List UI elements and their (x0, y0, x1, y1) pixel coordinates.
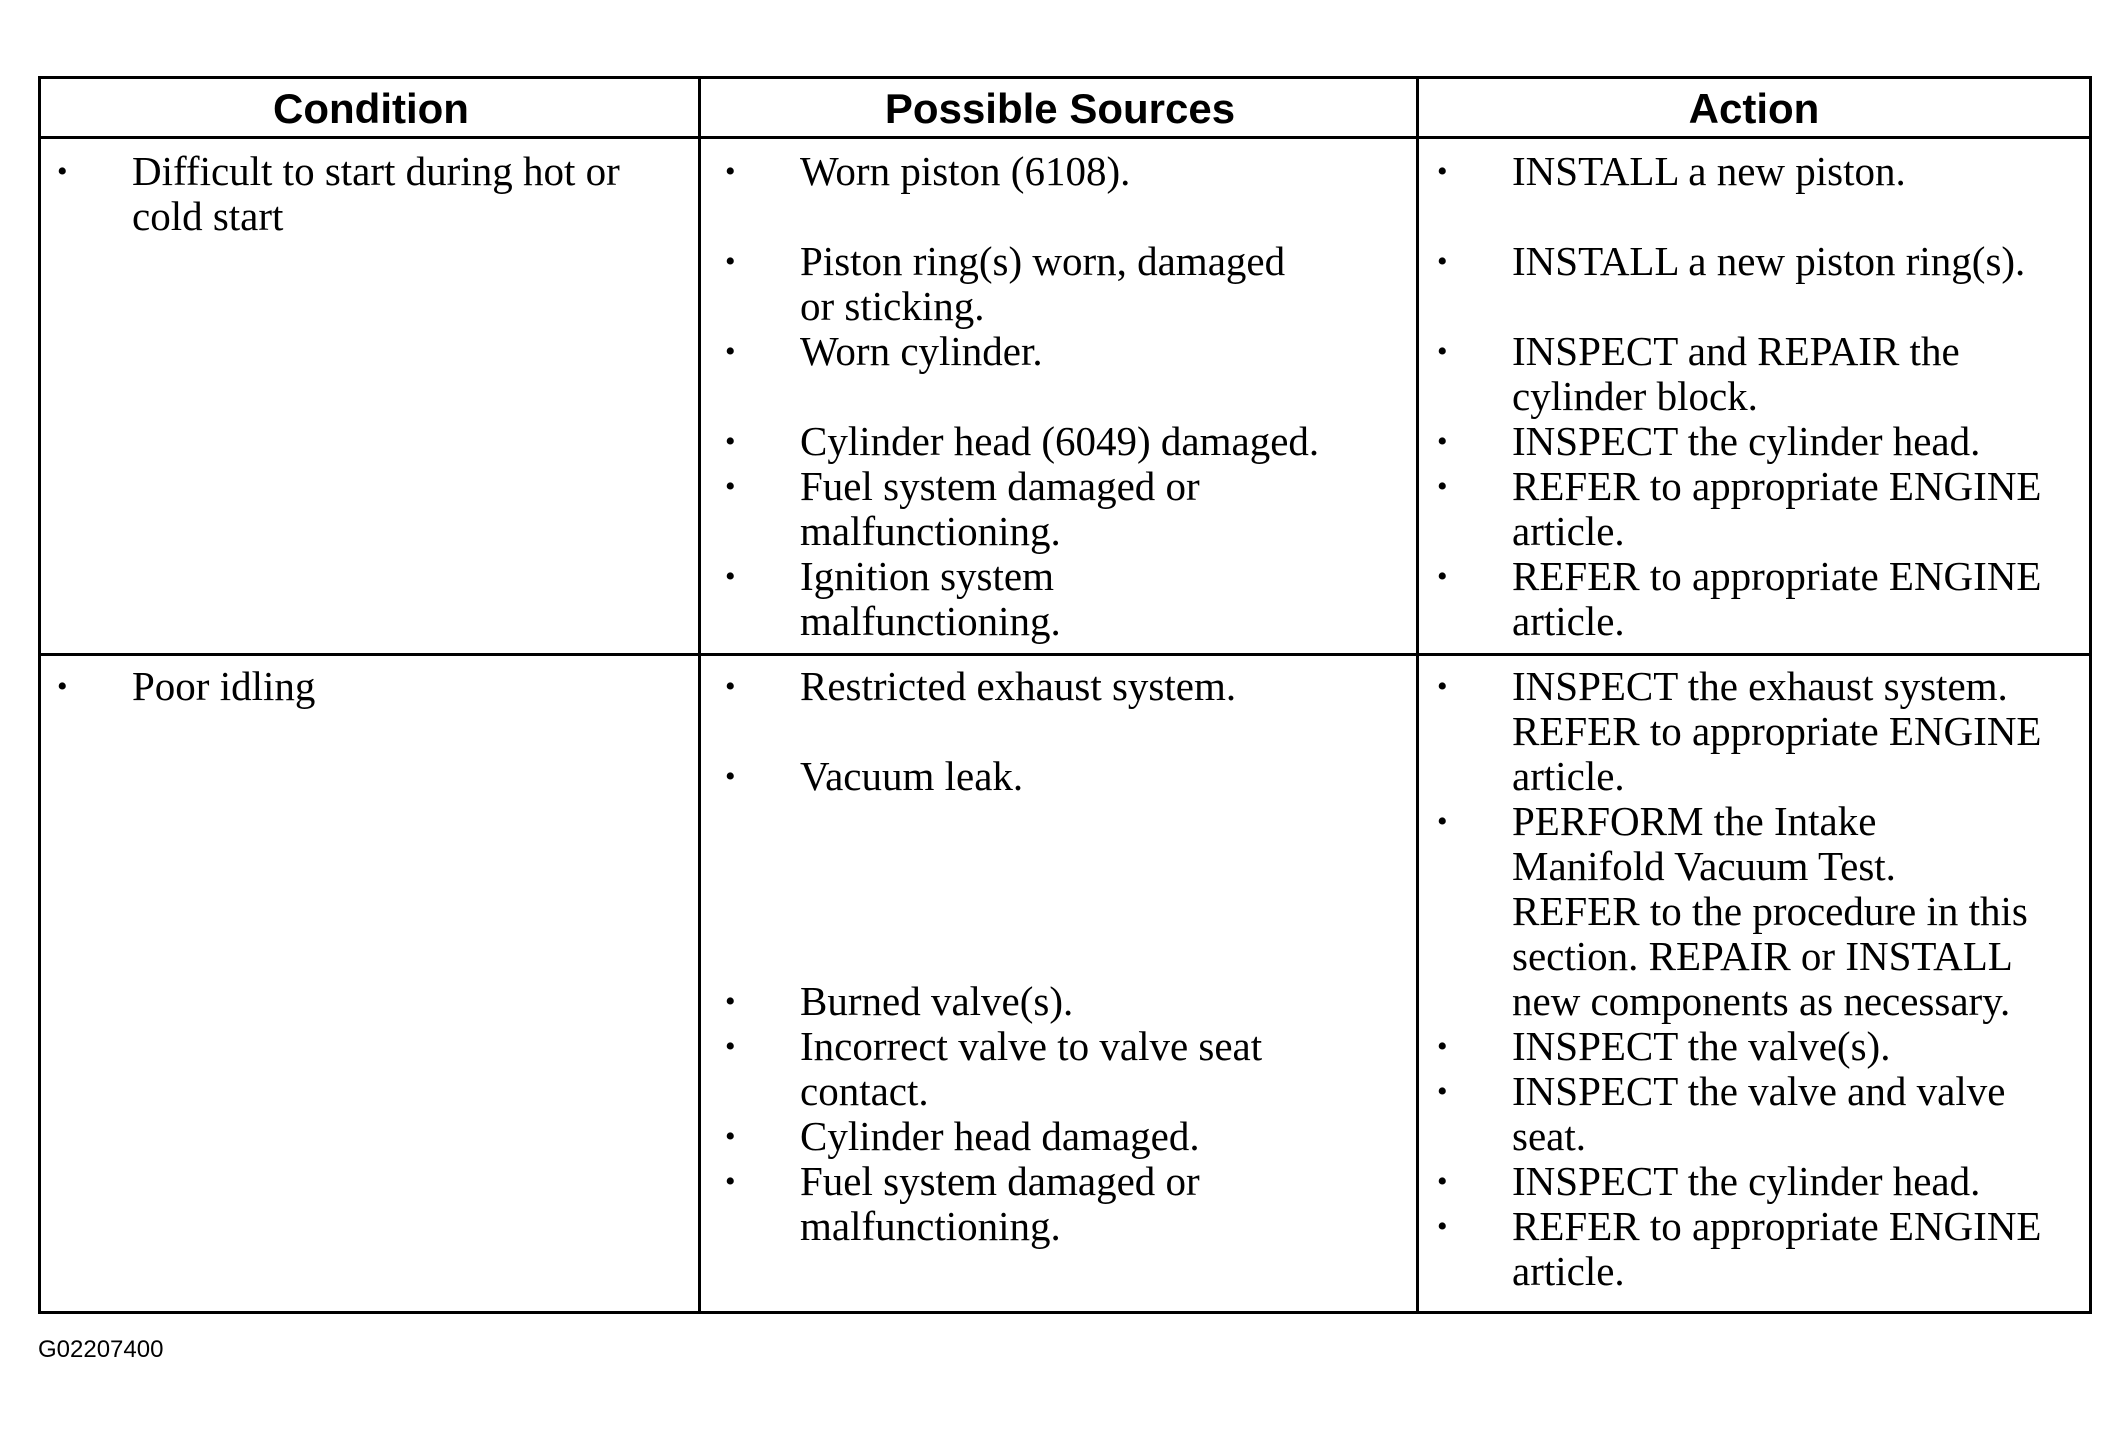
source-item (725, 329, 1405, 374)
condition-cell (57, 149, 677, 239)
action-text: INSTALL a new piston. (1512, 148, 1906, 194)
action-text: INSPECT and REPAIR the cylinder block. (1512, 328, 1960, 419)
action-text: REFER to appropriate ENGINE article. (1512, 708, 2042, 799)
source-item (725, 1114, 1405, 1159)
figure-id: G02207400 (38, 1336, 164, 1363)
bullet-icon: • (725, 1120, 736, 1153)
bullet-icon: • (1437, 425, 1448, 458)
source-text: Worn piston (6108). (800, 148, 1131, 194)
source-item (725, 1159, 1405, 1249)
action-text: REFER to appropriate ENGINE article. (1512, 463, 2042, 554)
source-item (725, 419, 1405, 464)
action-item (1437, 554, 2082, 644)
bullet-icon: • (725, 1165, 736, 1198)
source-item (725, 1024, 1405, 1114)
bullet-icon: • (725, 1030, 736, 1063)
condition-text: Difficult to start during hot or cold start (132, 148, 620, 239)
source-text: Piston ring(s) worn, damaged or sticking. (800, 238, 1286, 329)
action-item (1437, 464, 2082, 554)
source-text: Incorrect valve to valve seat contact. (800, 1023, 1263, 1114)
bullet-icon: • (725, 560, 736, 593)
column-divider (698, 79, 701, 1311)
source-item (725, 149, 1405, 194)
header-condition: Condition (273, 85, 469, 132)
action-item (1437, 419, 2082, 464)
source-item (725, 664, 1405, 709)
source-text: Vacuum leak. (800, 753, 1024, 799)
header-divider (41, 136, 2089, 139)
bullet-icon: • (725, 335, 736, 368)
bullet-icon: • (725, 155, 736, 188)
action-item (1437, 239, 2082, 284)
bullet-icon: • (1437, 155, 1448, 188)
source-item (725, 554, 1405, 644)
action-text: INSPECT the valve and valve seat. (1512, 1068, 2006, 1159)
action-item (1437, 149, 2082, 194)
action-continuation (1437, 889, 2082, 1024)
action-item (1437, 1204, 2082, 1294)
source-text: Fuel system damaged or malfunctioning. (800, 463, 1200, 554)
action-text: PERFORM the Intake Manifold Vacuum Test. (1512, 798, 1896, 889)
diagnosis-table (38, 76, 2092, 1314)
action-continuation (1437, 709, 2082, 799)
bullet-icon: • (57, 670, 68, 703)
source-text: Cylinder head damaged. (800, 1113, 1200, 1159)
source-text: Cylinder head (6049) damaged. (800, 418, 1320, 464)
bullet-icon: • (1437, 470, 1448, 503)
source-item (725, 464, 1405, 554)
action-item (1437, 799, 2082, 889)
source-text: Ignition system malfunctioning. (800, 553, 1061, 644)
bullet-icon: • (1437, 335, 1448, 368)
source-text: Worn cylinder. (800, 328, 1043, 374)
bullet-icon: • (1437, 1075, 1448, 1108)
bullet-icon: • (1437, 670, 1448, 703)
action-text: REFER to the procedure in this section. REPAIR or INSTALL new components as necessary. (1512, 888, 2028, 1024)
bullet-icon: • (57, 155, 68, 188)
bullet-icon: • (725, 470, 736, 503)
source-item (725, 754, 1405, 799)
source-item (725, 239, 1405, 329)
bullet-icon: • (1437, 1165, 1448, 1198)
bullet-icon: • (725, 670, 736, 703)
column-divider (1416, 79, 1419, 1311)
action-item (1437, 1159, 2082, 1204)
bullet-icon: • (725, 985, 736, 1018)
source-text: Fuel system damaged or malfunctioning. (800, 1158, 1200, 1249)
action-text: INSTALL a new piston ring(s). (1512, 238, 2026, 284)
action-item (1437, 329, 2082, 419)
bullet-icon: • (725, 245, 736, 278)
action-text: REFER to appropriate ENGINE article. (1512, 1203, 2042, 1294)
action-text: INSPECT the cylinder head. (1512, 418, 1981, 464)
bullet-icon: • (1437, 560, 1448, 593)
bullet-icon: • (725, 760, 736, 793)
source-item (725, 979, 1405, 1024)
action-text: INSPECT the exhaust system. (1512, 663, 2008, 709)
action-text: INSPECT the valve(s). (1512, 1023, 1891, 1069)
action-item (1437, 1069, 2082, 1159)
bullet-icon: • (725, 425, 736, 458)
action-text: INSPECT the cylinder head. (1512, 1158, 1981, 1204)
row-divider (41, 653, 2089, 656)
bullet-icon: • (1437, 1210, 1448, 1243)
bullet-icon: • (1437, 245, 1448, 278)
action-text: REFER to appropriate ENGINE article. (1512, 553, 2042, 644)
source-text: Burned valve(s). (800, 978, 1074, 1024)
action-item (1437, 664, 2082, 709)
bullet-icon: • (1437, 1030, 1448, 1063)
condition-text: Poor idling (132, 663, 316, 709)
bullet-icon: • (1437, 805, 1448, 838)
action-item (1437, 1024, 2082, 1069)
condition-cell (57, 664, 677, 709)
header-possible-sources: Possible Sources (884, 85, 1236, 132)
source-text: Restricted exhaust system. (800, 663, 1237, 709)
header-action: Action (1688, 85, 1820, 132)
